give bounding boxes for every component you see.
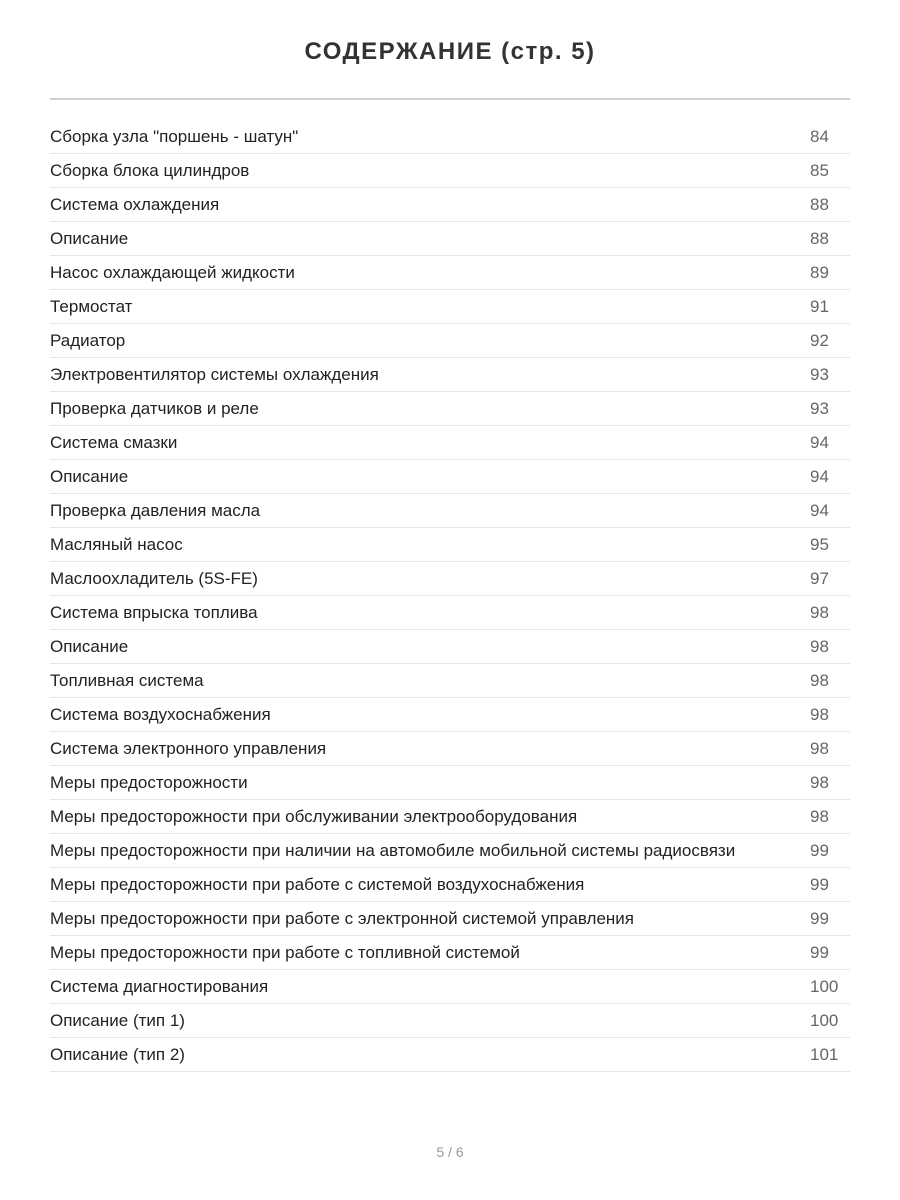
toc-entry[interactable] [50, 902, 850, 936]
page-title: СОДЕРЖАНИЕ (стр. 5) [304, 38, 596, 65]
toc-entry-page-number: 101 [810, 1044, 839, 1064]
toc-entry[interactable] [50, 290, 850, 324]
title-divider [50, 98, 850, 100]
toc-entry-title[interactable]: Система электронного управления [50, 738, 327, 758]
toc-entry-page-number: 99 [810, 874, 829, 894]
toc-entry-title[interactable]: Система впрыска топлива [50, 602, 258, 622]
toc-entry-page-number: 98 [810, 636, 829, 656]
toc-entry[interactable] [50, 664, 850, 698]
toc-entry-page-number: 98 [810, 670, 829, 690]
toc-entry-page-number: 99 [810, 840, 829, 860]
toc-entry-page-number: 94 [810, 432, 829, 452]
toc-entry-page-number: 89 [810, 262, 829, 282]
toc-entry-page-number: 100 [810, 976, 839, 996]
toc-entry-page-number: 98 [810, 602, 829, 622]
toc-entry[interactable] [50, 766, 850, 800]
toc-entry-title[interactable]: Термостат [50, 296, 133, 316]
toc-entry[interactable] [50, 426, 850, 460]
toc-entry-title[interactable]: Описание (тип 1) [50, 1010, 185, 1030]
toc-entry[interactable] [50, 222, 850, 256]
toc-entry[interactable] [50, 120, 850, 154]
toc-entry-page-number: 93 [810, 364, 829, 384]
toc-entry[interactable] [50, 1038, 850, 1072]
toc-entry-title[interactable]: Масляный насос [50, 534, 183, 554]
toc-entry-page-number: 91 [810, 296, 829, 316]
toc-entry-page-number: 92 [810, 330, 829, 350]
toc-entry-title[interactable]: Радиатор [50, 330, 126, 350]
toc-entry-title[interactable]: Описание [50, 466, 129, 486]
toc-entry-title[interactable]: Меры предосторожности при обслуживании электрооборудования [50, 806, 578, 826]
toc-entry-title[interactable]: Меры предосторожности при работе с электронной системой управления [50, 908, 634, 928]
toc-entry[interactable] [50, 970, 850, 1004]
toc-entry-page-number: 98 [810, 772, 829, 792]
toc-entry-page-number: 99 [810, 942, 829, 962]
toc-entry-title[interactable]: Меры предосторожности при работе с топливной системой [50, 942, 520, 962]
toc-entry[interactable] [50, 936, 850, 970]
toc-entry[interactable] [50, 868, 850, 902]
toc-entry-title[interactable]: Топливная система [50, 670, 204, 690]
toc-entry-page-number: 84 [810, 126, 829, 146]
toc-entry-title[interactable]: Меры предосторожности при наличии на автомобиле мобильной системы радиосвязи [50, 840, 736, 860]
toc-entry[interactable] [50, 630, 850, 664]
toc-entry-page-number: 88 [810, 228, 829, 248]
toc-entry[interactable] [50, 596, 850, 630]
toc-entry[interactable] [50, 800, 850, 834]
toc-list [50, 120, 850, 1072]
toc-entry-page-number: 88 [810, 194, 829, 214]
toc-entry-page-number: 98 [810, 704, 829, 724]
toc-entry-page-number: 93 [810, 398, 829, 418]
toc-entry[interactable] [50, 188, 850, 222]
toc-entry-page-number: 99 [810, 908, 829, 928]
page-indicator: 5 / 6 [436, 1144, 464, 1160]
toc-entry[interactable] [50, 732, 850, 766]
toc-entry-title[interactable]: Описание [50, 228, 129, 248]
toc-entry-title[interactable]: Насос охлаждающей жидкости [50, 262, 295, 282]
toc-entry[interactable] [50, 1004, 850, 1038]
toc-entry-title[interactable]: Проверка давления масла [50, 500, 261, 520]
toc-entry-title[interactable]: Сборка блока цилиндров [50, 160, 250, 180]
toc-entry-title[interactable]: Электровентилятор системы охлаждения [50, 364, 379, 384]
toc-entry-title[interactable]: Меры предосторожности [50, 772, 248, 792]
toc-entry-page-number: 94 [810, 500, 829, 520]
toc-entry-page-number: 100 [810, 1010, 839, 1030]
toc-entry-title[interactable]: Маслоохладитель (5S-FE) [50, 568, 258, 588]
toc-entry[interactable] [50, 494, 850, 528]
toc-entry[interactable] [50, 154, 850, 188]
toc-entry[interactable] [50, 834, 850, 868]
toc-entry-title[interactable]: Описание (тип 2) [50, 1044, 185, 1064]
toc-entry-title[interactable]: Система охлаждения [50, 194, 220, 214]
toc-entry-title[interactable]: Проверка датчиков и реле [50, 398, 259, 418]
toc-entry[interactable] [50, 562, 850, 596]
toc-entry-page-number: 85 [810, 160, 829, 180]
toc-entry[interactable] [50, 460, 850, 494]
toc-entry[interactable] [50, 256, 850, 290]
toc-entry-page-number: 94 [810, 466, 829, 486]
toc-entry[interactable] [50, 698, 850, 732]
toc-entry-title[interactable]: Сборка узла "поршень - шатун" [50, 126, 299, 146]
toc-entry[interactable] [50, 358, 850, 392]
toc-entry-page-number: 98 [810, 738, 829, 758]
toc-entry-title[interactable]: Система воздухоснабжения [50, 704, 271, 724]
toc-entry-page-number: 98 [810, 806, 829, 826]
toc-entry-title[interactable]: Описание [50, 636, 129, 656]
toc-entry[interactable] [50, 528, 850, 562]
toc-entry[interactable] [50, 324, 850, 358]
toc-entry-page-number: 97 [810, 568, 829, 588]
toc-entry-page-number: 95 [810, 534, 829, 554]
toc-entry-title[interactable]: Меры предосторожности при работе с системой воздухоснабжения [50, 874, 585, 894]
toc-entry[interactable] [50, 392, 850, 426]
toc-entry-title[interactable]: Система диагностирования [50, 976, 269, 996]
toc-entry-title[interactable]: Система смазки [50, 432, 178, 452]
